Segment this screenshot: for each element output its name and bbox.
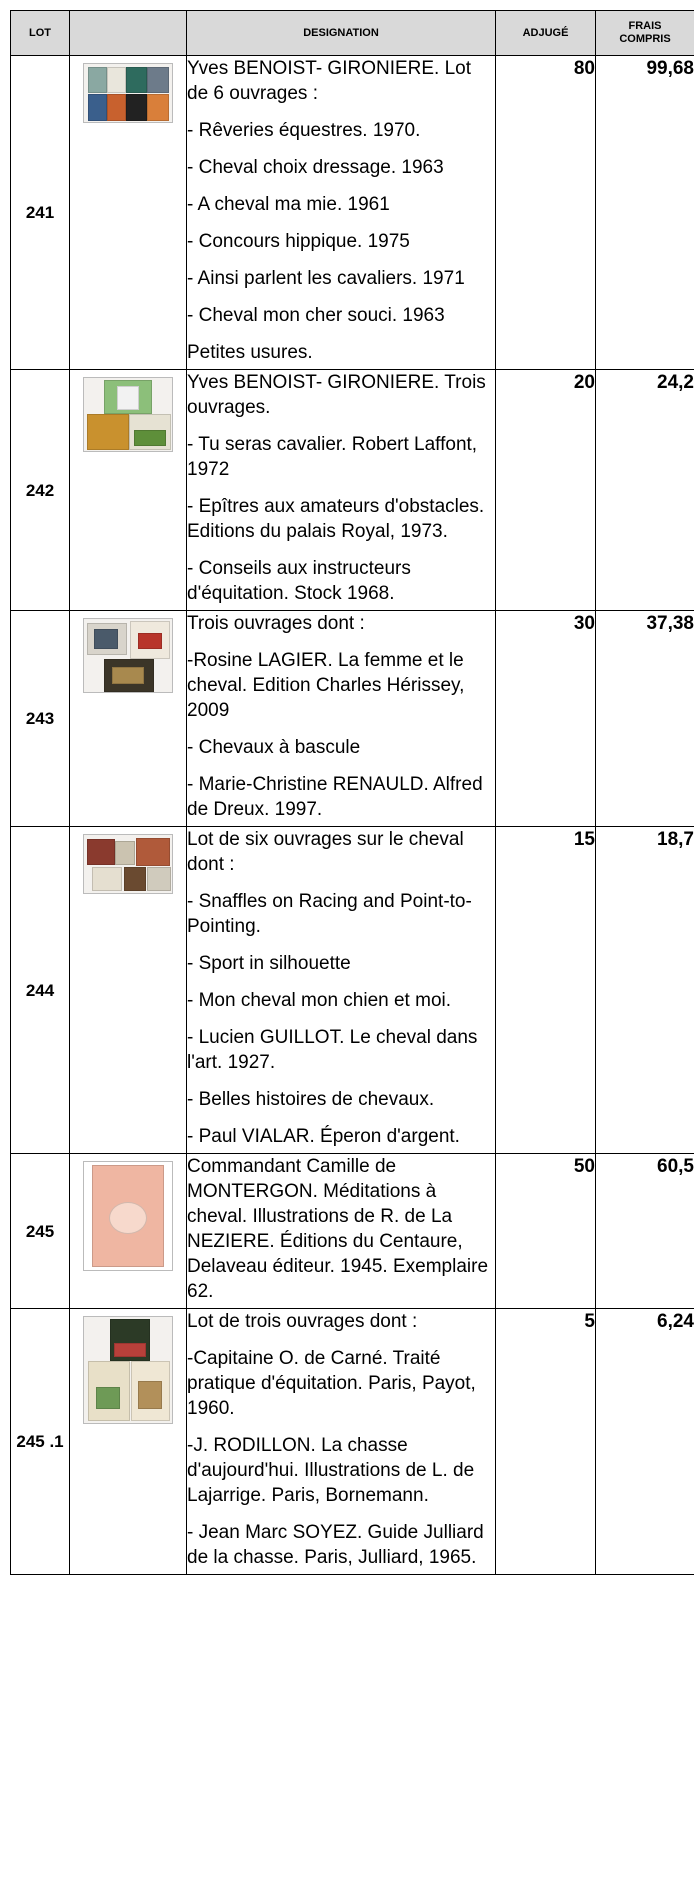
- table-row: [11, 370, 694, 611]
- lot-designation: [187, 56, 496, 370]
- designation-line: - Epîtres aux amateurs d'obstacles. Editions du palais Royal, 1973.: [187, 496, 485, 542]
- lot-photo: [83, 1316, 173, 1424]
- hammer-price: 15: [496, 827, 596, 1154]
- designation-line: - Conseils aux instructeurs d'équitation. Stock 1968.: [187, 558, 411, 604]
- hammer-price: 50: [496, 1154, 596, 1309]
- designation-line: - Cheval mon cher souci. 1963: [187, 305, 445, 326]
- hammer-price: 30: [496, 611, 596, 827]
- lot-photo-cell: [70, 370, 187, 611]
- lot-photo: [83, 63, 173, 123]
- table-row: [11, 611, 694, 827]
- price-with-fees: 60,5: [596, 1154, 694, 1309]
- designation-line: Yves BENOIST- GIRONIERE. Lot de 6 ouvrages :: [187, 58, 472, 104]
- designation-line: - Paul VIALAR. Éperon d'argent.: [187, 1126, 460, 1147]
- price-with-fees: 24,2: [596, 370, 694, 611]
- table-row: [11, 56, 694, 370]
- designation-line: - Ainsi parlent les cavaliers. 1971: [187, 268, 465, 289]
- designation-line: Lot de six ouvrages sur le cheval dont :: [187, 829, 464, 875]
- lot-designation: [187, 611, 496, 827]
- header-frais-line2: COMPRIS: [619, 33, 671, 45]
- designation-line: Commandant Camille de MONTERGON. Méditations à cheval. Illustrations de R. de La NEZIERE. Éditions du Centaure, Delaveau éditeur. 1945. Exemplaire 62.: [187, 1156, 489, 1302]
- header-adjuge: ADJUGÉ: [496, 11, 596, 56]
- lot-photo: [83, 377, 173, 452]
- price-with-fees: 99,68: [596, 56, 694, 370]
- designation-line: - Lucien GUILLOT. Le cheval dans l'art. 1927.: [187, 1027, 478, 1073]
- designation-line: - Sport in silhouette: [187, 953, 351, 974]
- designation-line: - Belles histoires de chevaux.: [187, 1089, 435, 1110]
- header-row: [11, 11, 694, 56]
- lot-photo: [83, 1161, 173, 1271]
- header-frais-compris: [596, 11, 694, 56]
- header-frais-line1: FRAIS: [628, 20, 662, 32]
- lot-designation: [187, 1309, 496, 1575]
- designation-line: Lot de trois ouvrages dont :: [187, 1311, 418, 1332]
- lot-photo-cell: [70, 827, 187, 1154]
- designation-line: Petites usures.: [187, 342, 313, 363]
- table-row: [11, 827, 694, 1154]
- designation-line: - Rêveries équestres. 1970.: [187, 120, 421, 141]
- lot-designation: [187, 1154, 496, 1309]
- designation-line: - Tu seras cavalier. Robert Laffont, 1972: [187, 434, 478, 480]
- designation-line: Trois ouvrages dont :: [187, 613, 365, 634]
- header-designation: DESIGNATION: [187, 11, 496, 56]
- lot-number: 245 .1: [11, 1309, 70, 1575]
- designation-line: - Mon cheval mon chien et moi.: [187, 990, 452, 1011]
- designation-line: - Snaffles on Racing and Point-to-Pointing.: [187, 891, 472, 937]
- lot-photo-cell: [70, 56, 187, 370]
- lot-number: 245: [11, 1154, 70, 1309]
- lot-photo-cell: [70, 1154, 187, 1309]
- header-image: [70, 11, 187, 56]
- hammer-price: 5: [496, 1309, 596, 1575]
- designation-line: - Jean Marc SOYEZ. Guide Julliard de la chasse. Paris, Julliard, 1965.: [187, 1522, 484, 1568]
- lot-photo-cell: [70, 1309, 187, 1575]
- designation-line: - Cheval choix dressage. 1963: [187, 157, 444, 178]
- hammer-price: 80: [496, 56, 596, 370]
- designation-line: Yves BENOIST- GIRONIERE. Trois ouvrages.: [187, 372, 486, 418]
- designation-line: - Chevaux à bascule: [187, 737, 361, 758]
- lot-number: 243: [11, 611, 70, 827]
- lot-designation: [187, 827, 496, 1154]
- lot-photo: [83, 618, 173, 693]
- hammer-price: 20: [496, 370, 596, 611]
- designation-line: - Concours hippique. 1975: [187, 231, 410, 252]
- price-with-fees: 37,38: [596, 611, 694, 827]
- header-lot: LOT: [11, 11, 70, 56]
- lot-photo-cell: [70, 611, 187, 827]
- lot-photo: [83, 834, 173, 894]
- table-row: [11, 1309, 694, 1575]
- auction-results-table: [10, 10, 694, 1575]
- lot-number: 244: [11, 827, 70, 1154]
- price-with-fees: 6,24: [596, 1309, 694, 1575]
- designation-line: -Rosine LAGIER. La femme et le cheval. Edition Charles Hérissey, 2009: [187, 650, 465, 721]
- table-row: [11, 1154, 694, 1309]
- lot-number: 242: [11, 370, 70, 611]
- designation-line: - Marie-Christine RENAULD. Alfred de Dreux. 1997.: [187, 774, 483, 820]
- lot-number: 241: [11, 56, 70, 370]
- price-with-fees: 18,7: [596, 827, 694, 1154]
- designation-line: - A cheval ma mie. 1961: [187, 194, 390, 215]
- designation-line: -Capitaine O. de Carné. Traité pratique d'équitation. Paris, Payot, 1960.: [187, 1348, 476, 1419]
- designation-line: -J. RODILLON. La chasse d'aujourd'hui. Illustrations de L. de Lajarrige. Paris, Bornemann.: [187, 1435, 475, 1506]
- lot-designation: [187, 370, 496, 611]
